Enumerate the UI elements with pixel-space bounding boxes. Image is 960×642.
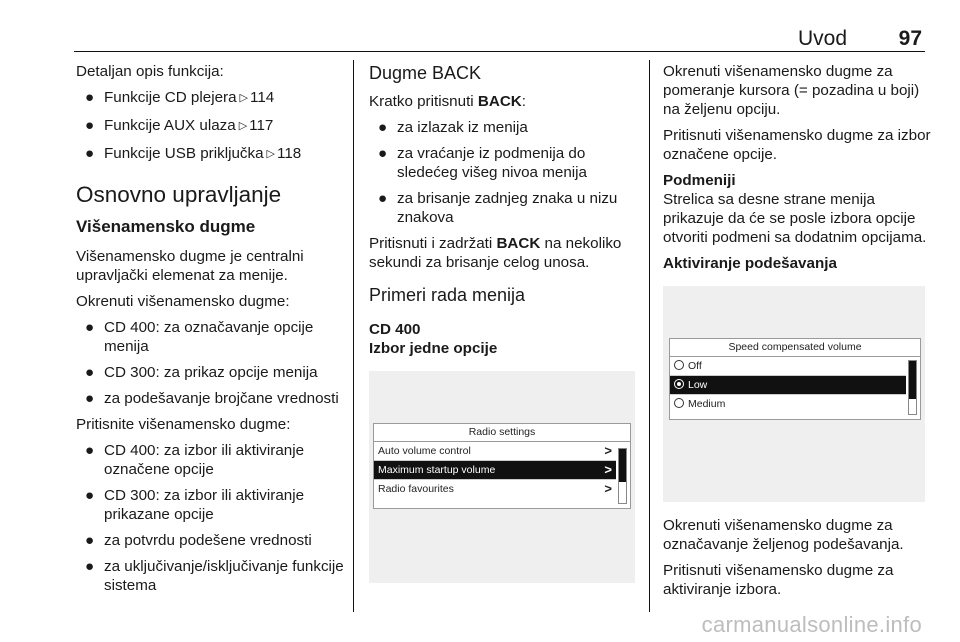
screen-title: Radio settings	[374, 424, 630, 442]
paragraph: Okrenuti višenamensko dugme za pomeranje kursora (= pozadina u boji) na željenu opciju.	[663, 63, 920, 118]
column-divider	[353, 60, 354, 612]
menu-item: Radio favourites >	[378, 481, 612, 496]
list-item: ● za potvrdu podešene vrednosti	[85, 532, 312, 549]
minor-heading: Izbor jedne opcije	[369, 340, 498, 357]
header-rule	[74, 51, 925, 52]
list-item: ● Funkcije CD plejera ▷ 114	[85, 89, 275, 106]
list-item: ● Funkcije AUX ulaza ▷ 117	[85, 117, 274, 134]
section-title: Uvod	[797, 27, 847, 50]
list-item: ● CD 400: za označavanje opcije menija	[85, 319, 314, 355]
minor-heading: Podmeniji	[663, 172, 736, 189]
list-item: ● za izlazak iz menija	[378, 119, 528, 136]
list-item: ● Funkcije USB priključka ▷ 118	[85, 145, 302, 162]
list-item: ● CD 400: za izbor ili aktiviranje označene opcije	[85, 442, 305, 478]
paragraph: Strelica sa desne strane menija prikazuje da će se posle izbora opcije otvoriti podmeni sa dodatnim opcijama.	[663, 191, 927, 246]
paragraph: Okrenuti višenamensko dugme:	[76, 293, 290, 310]
paragraph: Pritisnuti i zadržati BACK na nekoliko sekundi za brisanje celog unosa.	[369, 235, 622, 271]
scrollbar	[908, 360, 917, 415]
section-heading: Dugme BACK	[369, 63, 482, 83]
radio-option: Off	[670, 357, 906, 376]
minor-heading: Aktiviranje podešavanja	[663, 255, 837, 272]
chevron-right-icon: >	[604, 462, 612, 477]
radio-option: Medium	[670, 395, 906, 413]
list-item: ● za vraćanje iz podmenija do sledećeg višeg nivoa menija	[378, 145, 587, 181]
radio-option-selected: Low	[670, 376, 906, 395]
subsection-heading: Primeri rada menija	[369, 285, 526, 305]
display-illustration	[369, 371, 635, 583]
column-divider	[649, 60, 650, 612]
radio-off-icon	[674, 398, 684, 408]
page-ref-icon: ▷	[266, 148, 275, 160]
radio-on-icon	[674, 379, 684, 389]
page-header	[0, 27, 960, 51]
page-ref-icon: ▷	[238, 120, 248, 132]
watermark: carmanualsonline.info	[701, 612, 922, 637]
display-screen	[669, 338, 921, 420]
paragraph: Pritisnuti višenamensko dugme za izbor označene opcije.	[663, 127, 931, 163]
scrollbar	[618, 448, 627, 504]
column-2	[369, 62, 637, 583]
menu-item: Auto volume control >	[374, 442, 616, 461]
list-item: ● za podešavanje brojčane vrednosti	[85, 390, 339, 407]
list-item: ● CD 300: za izbor ili aktiviranje prikazane opcije	[85, 487, 305, 523]
display-screen	[373, 423, 631, 509]
radio-off-icon	[674, 360, 684, 370]
menu-item-selected: Maximum startup volume >	[374, 461, 616, 480]
paragraph: Višenamensko dugme je centralni upravljački elemenat za menije.	[76, 248, 304, 284]
subsection-heading: Višenamensko dugme	[76, 217, 256, 236]
paragraph: Kratko pritisnuti BACK:	[369, 93, 526, 110]
display-illustration	[663, 286, 925, 502]
page-number: 97	[898, 27, 922, 50]
column-1	[76, 62, 344, 602]
screen-title: Speed compensated volume	[670, 339, 920, 357]
paragraph: Okrenuti višenamensko dugme za označavanje željenog podešavanja.	[663, 517, 904, 553]
paragraph: Pritisnite višenamensko dugme:	[76, 416, 291, 433]
list-item: ● za uključivanje/isključivanje funkcije sistema	[85, 558, 344, 594]
minor-heading: CD 400	[369, 321, 421, 338]
column-3	[663, 62, 931, 606]
list-item: ● za brisanje zadnjeg znaka u nizu znakova	[378, 190, 618, 226]
page-ref-icon: ▷	[239, 92, 248, 104]
chevron-right-icon: >	[604, 481, 612, 496]
chevron-right-icon: >	[604, 443, 612, 458]
intro-text: Detaljan opis funkcija:	[76, 63, 224, 80]
paragraph: Pritisnuti višenamensko dugme za aktiviranje izbora.	[663, 562, 894, 598]
list-item: ● CD 300: za prikaz opcije menija	[85, 364, 318, 381]
section-heading: Osnovno upravljanje	[76, 182, 282, 207]
